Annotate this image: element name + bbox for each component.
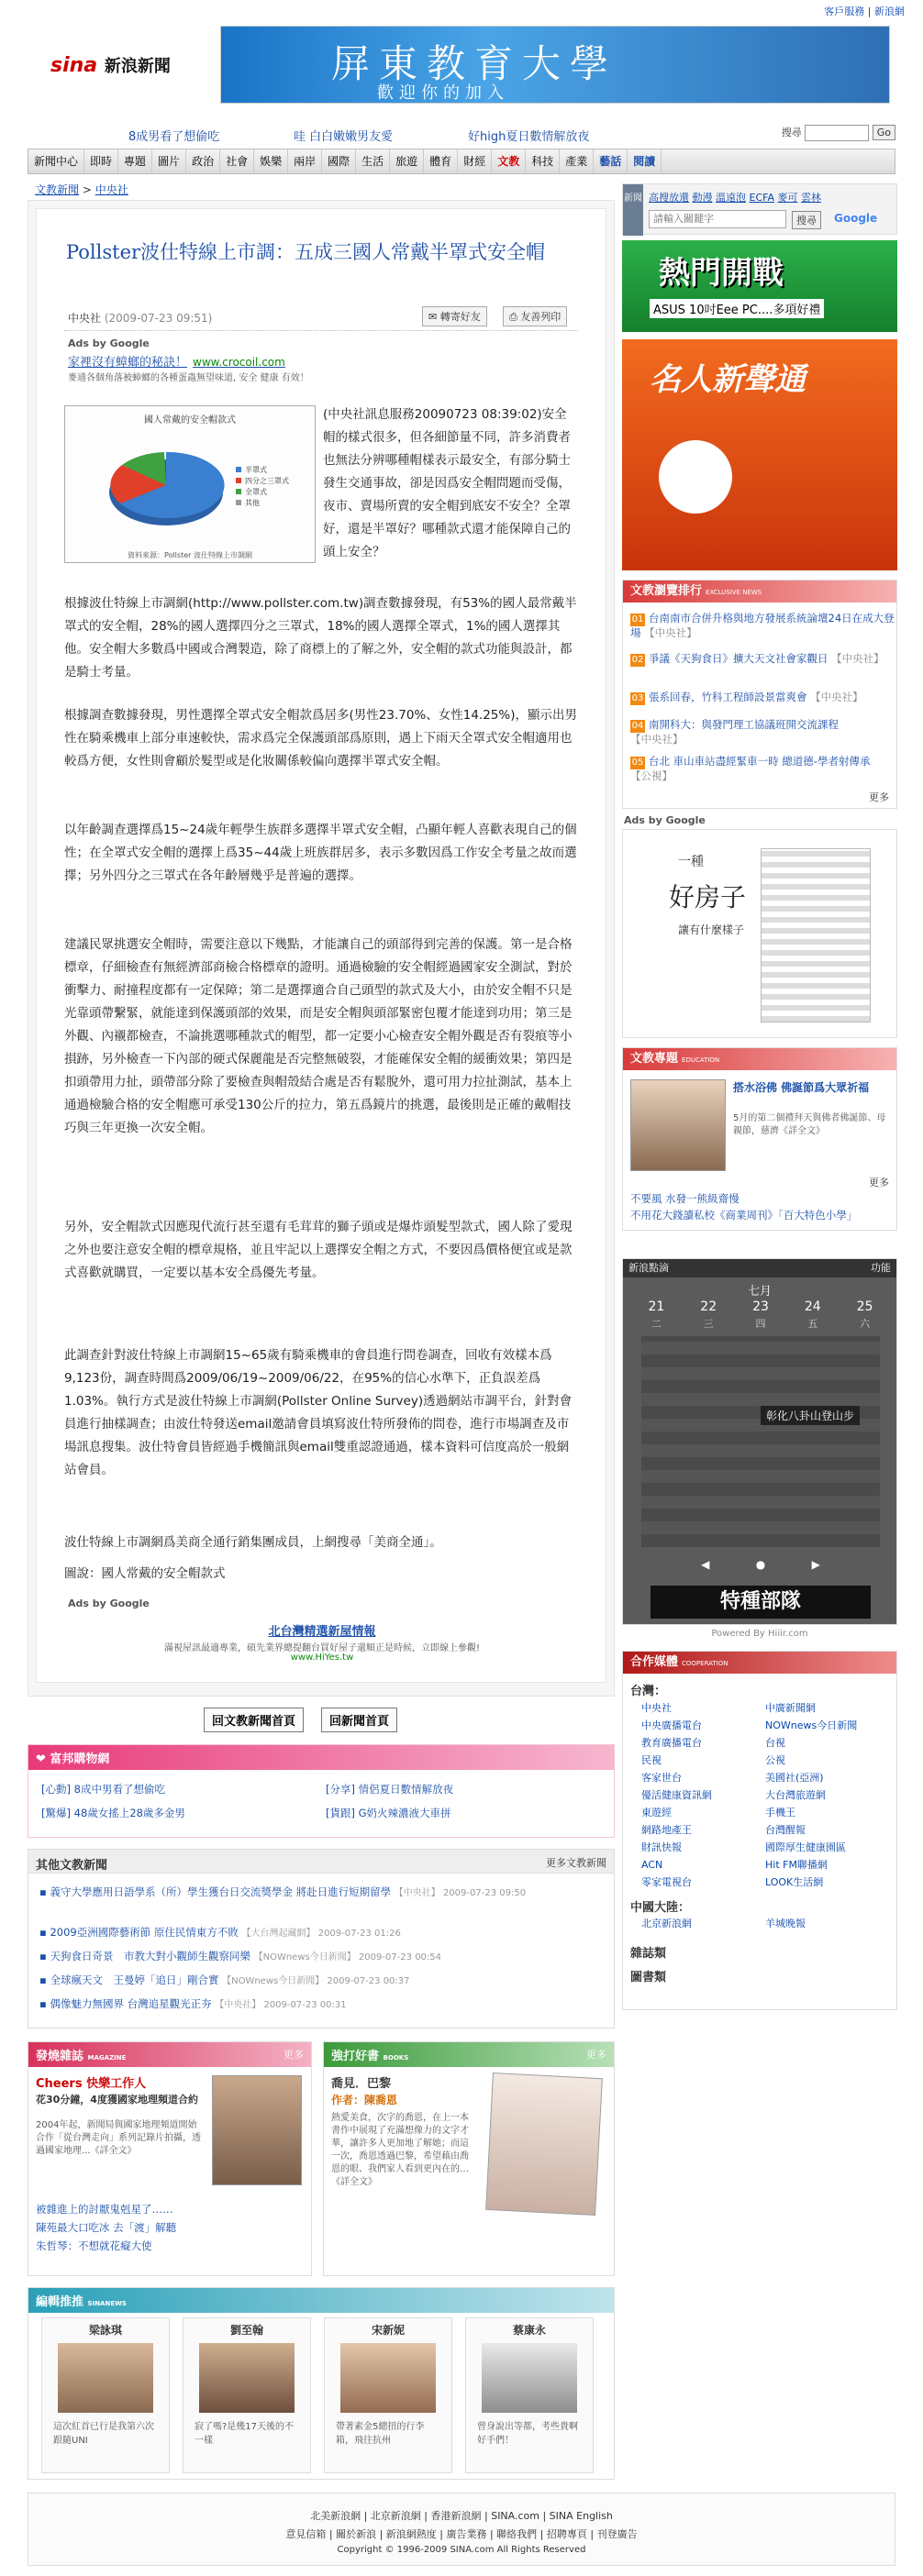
ranking-title: 文教瀏覽排行 EXCLUSIVE NEWS [623, 580, 896, 603]
rank-item[interactable]: 03 張系回春，竹科工程師設景當爽會 【中央社】 [631, 691, 863, 703]
right-ads-label: Ads by Google [624, 814, 706, 826]
house-ad-text-1: 一種 [678, 855, 704, 869]
magazine-more[interactable]: 更多 [284, 2049, 304, 2061]
editor-name: 劉至翰 [229, 2324, 263, 2337]
special-desc: 5月的第二個禮拜天與佛者佛誕節、母親節，慈濟《詳全文》 [733, 1113, 886, 1136]
other-news-title: 其他文教新聞 [36, 1859, 108, 1873]
partner-link[interactable]: 零家電視台 [641, 1876, 692, 1888]
nav-item[interactable]: 生活 [356, 149, 390, 173]
partner-link[interactable]: NOWnews今日新聞 [765, 1719, 858, 1731]
other-news-header [28, 1850, 614, 1874]
magazine-head[interactable]: Cheers 快樂工作人 [36, 2077, 147, 2091]
right-search-button[interactable]: 搜尋 [792, 211, 821, 229]
sina-logo[interactable] [50, 53, 171, 77]
search-go-button[interactable]: Go [873, 125, 895, 140]
partner-link[interactable]: 優活健康資訊網 [641, 1789, 712, 1801]
rank-item[interactable]: 05 台北 車山車站盡經緊車一時 總道德-學者射傳承 【公視】 [630, 755, 871, 782]
nav-item[interactable]: 產業 [560, 149, 594, 173]
calendar-controls [678, 1558, 843, 1576]
nav-item[interactable]: 旅遊 [390, 149, 424, 173]
article-paragraph-5: 建議民眾挑選安全帽時，需要注意以下幾點，才能讓自己的頭部得到完善的保護。第一是合格標章，仔細檢查有無經濟部商檢合格標章的證明。通過檢驗的安全帽經過國家安全測試，對於衝擊力、耐撞程度都有一定保障；第二是選擇適合自己頭型的款式及大小，由於安全帽不只是光靠頭帶繫緊，就能達到保護頭部的效果，而是安全帽與頭部緊密包覆才能達到功用；第三是外觀、內襯都檢查，不論挑選哪種款式的帽型，都一定要小心檢查安全帽外觀是否有裂痕等小損跡，另外檢查一下內部的硬式保麗龍是否完整無破裂，才能確保安全帽的緩衝效果；第四是扣頭帶用力扯，頭帶部分除了要檢查與帽殼結合處是否有鬆脫外，還可用力拉扯測試，基本上通過檢驗合格的安全帽應可承受130公斤的拉力，第五爲鏡片的挑選，最後則是正確的戴帽技巧與三年更換一次安全帽。 [64, 937, 573, 1135]
calendar-widget [622, 1258, 897, 1625]
partner-link[interactable]: 大台灣旅遊網 [765, 1789, 826, 1801]
article-paragraph-4: 以年齡調查選擇爲15~24歲年輕學生族群多選擇半罩式安全帽，凸顯年輕人喜歡表現自己的個性；在全罩式安全帽的選擇上爲35~44歲上班族群居多，表示多數因爲工作安全考量之故而選擇；另外四分之三罩式在各年齡層幾乎是普遍的選擇。 [64, 823, 577, 883]
calendar-weekdays: 二 三 四 五 六 [651, 1318, 871, 1330]
article-paragraph-8: 波仕特線上市調網爲美商全通行銷集團成員，上網搜尋「美商全通」。 [64, 1535, 442, 1550]
partner-link[interactable]: 財訊快報 [641, 1841, 682, 1853]
nav-item[interactable]: 兩岸 [288, 149, 322, 173]
google-logo: Google [834, 212, 878, 225]
partner-link[interactable]: ACN [641, 1859, 663, 1871]
partners-box [622, 1651, 897, 2010]
book-title[interactable]: 喬見．巴黎 [331, 2077, 392, 2091]
footer [28, 2493, 895, 2566]
nav-item[interactable]: 娛樂 [254, 149, 288, 173]
nav-item[interactable]: 社會 [220, 149, 254, 173]
ad2-mascot-icon [659, 440, 732, 514]
editor-caption: 這次紅首已行是我第六次跟隨UNI [53, 2422, 154, 2446]
article-paragraph-6: 另外，安全帽款式因應現代流行甚至還有毛茸茸的獅子頭或是爆炸頭髮型款式，國人除了愛現之外也要注意安全帽的標章規格，並且牢記以上選擇安全帽之方式，不要因爲價格便宜或是款式喜歡就購買，一定要以基本安全爲優先考量。 [64, 1220, 573, 1280]
partner-link[interactable]: 羊城晚報 [765, 1918, 806, 1929]
books-more[interactable]: 更多 [586, 2049, 606, 2061]
calendar-title: 新浪點滴 功能 [623, 1259, 896, 1277]
article-paragraph-2: 根據波仕特線上市調網(http://www.pollster.com.tw)調查數據發現，有53%的國人最常戴半罩式的安全帽，28%的國人選擇四分之三罩式，18%的國人選擇全罩式，1%的國人選擇其他。安全帽大多數爲中國或合灣製造，除了商標上的了解之外，安全帽的款式功能與設計，都是騎士考量。 [64, 596, 577, 680]
ad-banner-asus[interactable] [622, 240, 897, 332]
partner-link[interactable]: 中央廣播電台 [641, 1719, 702, 1731]
partners-magazine-label[interactable]: 雜誌類 [630, 1947, 667, 1961]
nav-item[interactable]: 新聞中心 [28, 149, 84, 173]
search-input[interactable] [805, 125, 869, 141]
promo-link-1[interactable]: 8成男看了想偷吃 [128, 130, 220, 144]
article-dateline [68, 310, 212, 326]
calendar-event-label[interactable]: 彰化八卦山登山步 [761, 1406, 860, 1425]
editors-title: 編輯推推 SINANEWS [28, 2288, 614, 2313]
powered-by[interactable]: Powered By Hiiir.com [711, 1629, 808, 1639]
editors-box [28, 2287, 615, 2480]
footer-copyright: Copyright © 1996-2009 SINA.com All Rights Reserved [337, 2545, 586, 2555]
house-ad[interactable] [622, 829, 897, 1038]
calendar-day[interactable]: 21 [648, 1299, 665, 1314]
breadcrumb-root[interactable]: 文教新聞 [35, 183, 80, 196]
top-banner-ad[interactable] [220, 26, 890, 104]
partner-link[interactable]: 公視 [765, 1754, 785, 1766]
prev-icon[interactable]: ◀ [701, 1558, 710, 1571]
nav-item[interactable]: 閱讀 [628, 149, 662, 173]
nav-item[interactable]: 體育 [424, 149, 458, 173]
google-ad-link[interactable]: 家裡沒有蟑螂的秘訣！ www.crocoil.com [68, 356, 285, 370]
partner-link[interactable]: 教育廣播電台 [641, 1737, 702, 1749]
main-nav [28, 149, 895, 174]
ranking-box [622, 580, 897, 809]
home-icon[interactable]: ● [755, 1558, 766, 1571]
nav-item[interactable]: 圖片 [152, 149, 186, 173]
editor-name: 蔡康永 [512, 2324, 546, 2337]
nav-item[interactable]: 政治 [186, 149, 220, 173]
magazine-box [28, 2041, 312, 2276]
top-search [782, 125, 895, 141]
search-label: 搜尋 [781, 127, 802, 138]
partner-link[interactable]: 網路地產王 [641, 1824, 692, 1836]
editor-name: 宋新妮 [371, 2324, 405, 2337]
ad1-sub: ASUS 10吋Eee PC....多項好禮 [650, 299, 824, 318]
bottom-ad-desc: 滿視屋訊最適專業，碩先業界總提翻台買好屋子還順正是時候，立即線上參觀! [163, 1643, 480, 1653]
partner-link[interactable]: LOOK生活網 [765, 1876, 824, 1888]
ad1-text: 熱門開戰 [659, 255, 784, 292]
ad-banner-celebrity[interactable] [622, 339, 897, 570]
partners-title: 合作媒體 COOPERATION [623, 1652, 896, 1674]
hot-link[interactable]: 高搜放還 [649, 192, 689, 204]
rank-item[interactable]: 02 爭議《天狗食日》擴大天文社會家觀日 【中央社】 [631, 652, 884, 665]
books-title: 強打好書 BOOKS [324, 2042, 614, 2067]
divider [64, 330, 578, 331]
special-box [622, 1047, 897, 1231]
back-to-education-button[interactable]: 回文教新聞首頁 [204, 1708, 304, 1732]
right-search-input[interactable] [649, 210, 786, 228]
rank-item[interactable]: 04 南開科大：與發門理工協議班開交流課程 【中央社】 [630, 718, 839, 746]
other-news-item[interactable]: ▪ 偶像魅力無國界 台灣追星觀光正夯 【中央社】 2009-07-23 00:31 [39, 1997, 347, 2010]
nav-item[interactable]: 藝話 [594, 149, 628, 173]
special-title: 文教專題 EDUCATION [623, 1048, 896, 1070]
other-news-box [28, 1849, 615, 2029]
calendar-func-link[interactable]: 功能 [871, 1262, 891, 1274]
editor-photo [199, 2343, 295, 2413]
partners-taiwan-label: 台灣： [630, 1685, 667, 1698]
book-author: 作者：陳喬恩 [331, 2094, 398, 2106]
forward-friend-button[interactable]: ✉ 轉寄好友 [422, 306, 487, 326]
shopping-title: ❤ 富邦購物網 [28, 1745, 614, 1770]
article-panel [36, 208, 606, 1683]
partner-link[interactable]: 中廣新聞網 [765, 1702, 816, 1714]
partners-china-list [641, 1916, 889, 1930]
editor-card[interactable] [324, 2317, 452, 2473]
shopping-item[interactable]: [心動] 8成中男看了想偷吃 [41, 1783, 165, 1796]
calendar-day[interactable]: 22 [700, 1299, 717, 1314]
shopping-item[interactable]: [分享] 情侶夏日數情解放夜 [326, 1783, 454, 1796]
special-force-banner[interactable]: 特種部隊 [651, 1586, 871, 1619]
magazine-cover-image[interactable] [212, 2075, 302, 2185]
magazine-link[interactable]: 被雜進上的討厭鬼剋星了…… [36, 2203, 173, 2216]
ad2-text: 名人新聲通 [650, 361, 806, 398]
calendar-days [630, 1299, 891, 1314]
top-links: 客戶服務 | 新浪網 [824, 6, 905, 17]
partner-link[interactable]: 台灣醒報 [765, 1824, 806, 1836]
other-news-item[interactable]: ▪ 2009亞洲國際藝術節 原住民情東方不敗 【大台灣起藏網】 2009-07-23 01:26 [39, 1926, 401, 1939]
article-paragraph-7: 此調查針對波仕特線上市調網15~65歲有騎乘機車的會員進行問卷調查，回收有效樣本爲9,123份，調查時間爲2009/06/19~2009/06/22，在95%的信心水準下，正負誤差爲1.03%。執行方式是波仕特線上市調網(Pollster Online Survey)透過網站市調平台，針對會員進行抽樣調查；由波仕特發送email邀請會員填寫波仕特所發佈的問卷，進行市場調查及市場訊息搜集。波仕特會員皆經過手機簡訊與email雙重認證通過，樣本資料可信度高於一般網站會員。 [64, 1348, 573, 1477]
promo-link-3[interactable]: 好high夏日數情解放夜 [468, 130, 590, 144]
nav-item[interactable]: 專題 [118, 149, 152, 173]
next-icon[interactable]: ▶ [811, 1558, 820, 1571]
google-ad-desc: 麥通各個角落被蟑螂的各種蛋蟲無望味道, 安全 健康 有效！ [68, 373, 309, 383]
shopping-item[interactable]: [貨跟] G奶火辣濃液大車拼 [326, 1807, 451, 1819]
figure-source: 資料來源：Pollster 波仕特線上市調網 [128, 551, 252, 559]
special-link[interactable]: 不用花大錢讀私校《商業周刊》「百大特色小學」 [630, 1209, 858, 1222]
bottom-ad-link[interactable]: 北台灣精選新屋情報 [268, 1625, 376, 1639]
editor-name: 梁詠琪 [88, 2324, 122, 2337]
calendar-day[interactable]: 23 [752, 1299, 769, 1314]
partners-book-label[interactable]: 圖書類 [630, 1971, 667, 1985]
partner-link[interactable]: 手機王 [765, 1807, 795, 1819]
article-date: (2009-07-23 09:51) [104, 312, 213, 325]
editor-photo [58, 2343, 153, 2413]
other-news-item[interactable]: ▪ 義守大學應用日語學系（所）學生獲台日交流獎學金 將赴日進行短期留學 【中央社】 2009-07-23 09:50 [39, 1885, 527, 1898]
other-news-item[interactable]: ▪ 天狗食日奇景 市教大對小觀師生觀察同樂 【NOWnews今日新聞】 2009-07-23 00:54 [39, 1950, 442, 1962]
partner-link[interactable]: 台視 [765, 1737, 785, 1749]
magazine-link[interactable]: 朱哲琴：不想就花癡大使 [36, 2239, 152, 2252]
other-news-more[interactable]: 更多文教新聞 [546, 1857, 606, 1869]
hot-link[interactable]: 動漫 [692, 192, 713, 204]
legend-label: 四分之三罩式 [245, 477, 289, 485]
special-headline[interactable]: 搭水浴佛 佛誕節爲大眾祈福 [733, 1081, 870, 1094]
partner-link[interactable]: 東遊經 [641, 1807, 672, 1819]
article-paragraph-3: 根據調查數據發現，男性選擇全罩式安全帽款爲居多(男性23.70%、女性14.25%)，顯示出男性在騎乘機車上部分車速較快，需求爲完全保護頭部爲原則，遇上下雨天全罩式安全帽適用也較爲方便，女性則會顧於髮型或是化妝關係較偏向選擇半罩式安全帽。 [64, 708, 577, 768]
print-button[interactable]: ⎙ 友善列印 [503, 306, 567, 326]
sina-home-link[interactable]: 新浪網 [874, 6, 905, 17]
editor-caption: 寂了嗎?是幾17天後的不一樣 [195, 2422, 295, 2446]
nav-item[interactable]: 即時 [84, 149, 118, 173]
breadcrumb [35, 182, 128, 197]
editor-caption: 曾身說出等都，考些貴啊好手們！ [477, 2422, 578, 2446]
calendar-day[interactable]: 24 [804, 1299, 821, 1314]
magazine-link[interactable]: 陳苑最大口吃冰 去「渡」解聽 [36, 2221, 177, 2234]
building-image [761, 848, 871, 1023]
article-caption: 圖說：國人常戴的安全帽款式 [64, 1566, 226, 1581]
special-link[interactable]: 不要風 水發一熊級齋慢 [630, 1192, 740, 1205]
other-news-item[interactable]: ▪ 全球瘋天文 王曼婷「追日」剛合實 【NOWnews今日新聞】 2009-07-23 00:37 [39, 1973, 410, 1986]
ranking-more[interactable]: 更多 [869, 791, 889, 803]
figure-title: 國人常戴的安全帽款式 [144, 415, 236, 426]
article-paragraph-1: (中央社訊息服務20090723 08:39:02)安全帽的樣式很多，但各細節量不同，許多消費者也無法分辨哪種帽樣表示最安全，有部分騎士發生交通事故，卻是因爲安全帽問題而受傷，夜市、賣場所賣的安全帽到底安不安全？全罩好，還是半罩好？哪種款式還才能保障自己的頭上安全？ [323, 407, 571, 559]
editor-photo [482, 2343, 577, 2413]
banner-title: 屏東教育大學 [331, 41, 618, 86]
editor-card[interactable] [183, 2317, 311, 2473]
partners-taiwan-list [641, 1699, 889, 1891]
editor-card[interactable] [41, 2317, 170, 2473]
shopping-item[interactable]: [驚爆] 48歲女搖上28歲多金男 [41, 1807, 185, 1819]
special-more[interactable]: 更多 [869, 1177, 889, 1188]
partner-link[interactable]: 中央社 [641, 1702, 672, 1714]
breadcrumb-separator: > [82, 183, 92, 196]
calendar-day[interactable]: 25 [856, 1299, 873, 1314]
shopping-box [28, 1744, 615, 1838]
footer-links-1[interactable]: 北美新浪網 | 北京新浪網 | 香港新浪網 | SINA.com | SINA English [310, 2510, 613, 2522]
calendar-month: 七月 [747, 1285, 772, 1299]
partner-link[interactable]: 國際厚生健康園區 [765, 1841, 846, 1853]
magazine-desc: 2004年起，新聞局與國家地理頻道開始合作「從台灣走向」系列記錄片拍攝，透過國家地理...《詳全文》 [36, 2120, 201, 2156]
partner-link[interactable]: 美國社(亞洲) [765, 1772, 824, 1784]
nav-item-active[interactable]: 文教 [492, 149, 526, 173]
banner-subtitle: 歡迎你的加入 [377, 83, 509, 103]
partner-link[interactable]: Hit FM聯播網 [765, 1859, 828, 1871]
hot-link[interactable]: 溫遠泡 [716, 192, 746, 204]
ads-label: Ads by Google [68, 337, 150, 349]
partner-link[interactable]: 客家世台 [641, 1772, 682, 1784]
partner-link[interactable]: 北京新浪網 [641, 1918, 692, 1929]
logo-name: 新浪新聞 [104, 57, 171, 76]
breadcrumb-current[interactable]: 中央社 [95, 183, 128, 196]
article-source: 中央社 [68, 312, 102, 325]
search-tab-icon: 新聞 [623, 184, 643, 236]
books-box [323, 2041, 615, 2276]
editor-caption: 帶著素金5總扭的行李箱，飛往抗州 [336, 2422, 425, 2446]
bottom-ads-label: Ads by Google [68, 1598, 150, 1609]
house-ad-text-2: 好房子 [669, 882, 747, 912]
promo-links [28, 127, 895, 150]
house-ad-text-3: 讓有什麼樣子 [678, 923, 745, 936]
article-title: Pollster波仕特線上市調：五成三國人常戴半罩式安全帽 [66, 241, 546, 263]
book-desc: 熱愛美食，次字的喬恩，在上一本書作中展現了充滿想像力的文字才華，讓許多人更加地了解她；而這一次，喬恩透過巴黎，希望藉由喬恩的眼、我們家人看到更內在的…《詳全文》 [331, 2113, 469, 2187]
rank-item[interactable]: 01 台南南市合併升格與地方發展系統論壇24日在成大登場 【中央社】 [630, 612, 895, 639]
nav-item[interactable]: 財經 [458, 149, 492, 173]
editor-card[interactable] [465, 2317, 594, 2473]
bottom-ad-domain[interactable]: www.HiYes.tw [290, 1653, 354, 1663]
hot-link[interactable]: 麥可 [777, 192, 798, 204]
special-image[interactable] [630, 1079, 726, 1171]
customer-service-link[interactable]: 客戶服務 [824, 6, 865, 17]
hot-link[interactable]: ECFA [749, 192, 774, 204]
hot-search-links [649, 190, 821, 205]
nav-item[interactable]: 科技 [526, 149, 560, 173]
partners-china-label: 中國大陸： [630, 1901, 691, 1915]
partner-link[interactable]: 民視 [641, 1754, 662, 1766]
promo-link-2[interactable]: 哇 白白嫩嫩男友愛 [294, 130, 394, 144]
logo-brand: sina [50, 54, 98, 77]
magazine-title: 發燒雜誌 MAGAZINE [28, 2042, 311, 2067]
article-container [28, 200, 615, 1697]
book-cover-image[interactable] [485, 2073, 603, 2216]
nav-item[interactable]: 國際 [322, 149, 356, 173]
back-to-news-button[interactable]: 回新聞首頁 [321, 1708, 397, 1732]
right-search-box [622, 183, 897, 235]
editor-photo [340, 2343, 436, 2413]
legend-label: 半罩式 [245, 466, 267, 474]
legend-label: 其他 [245, 499, 260, 507]
footer-links-2[interactable]: 意見信箱 | 關於新浪 | 新浪網熱度 | 廣告業務 | 聯絡我們 | 招聘專頁 | 刊登廣告 [285, 2528, 638, 2540]
calendar-event-grid[interactable] [641, 1336, 880, 1547]
magazine-sub: 花30分鐘，4度獲國家地理頻道合約 [36, 2094, 198, 2106]
hot-link[interactable]: 雲林 [800, 192, 821, 204]
legend-label: 全罩式 [245, 488, 267, 496]
